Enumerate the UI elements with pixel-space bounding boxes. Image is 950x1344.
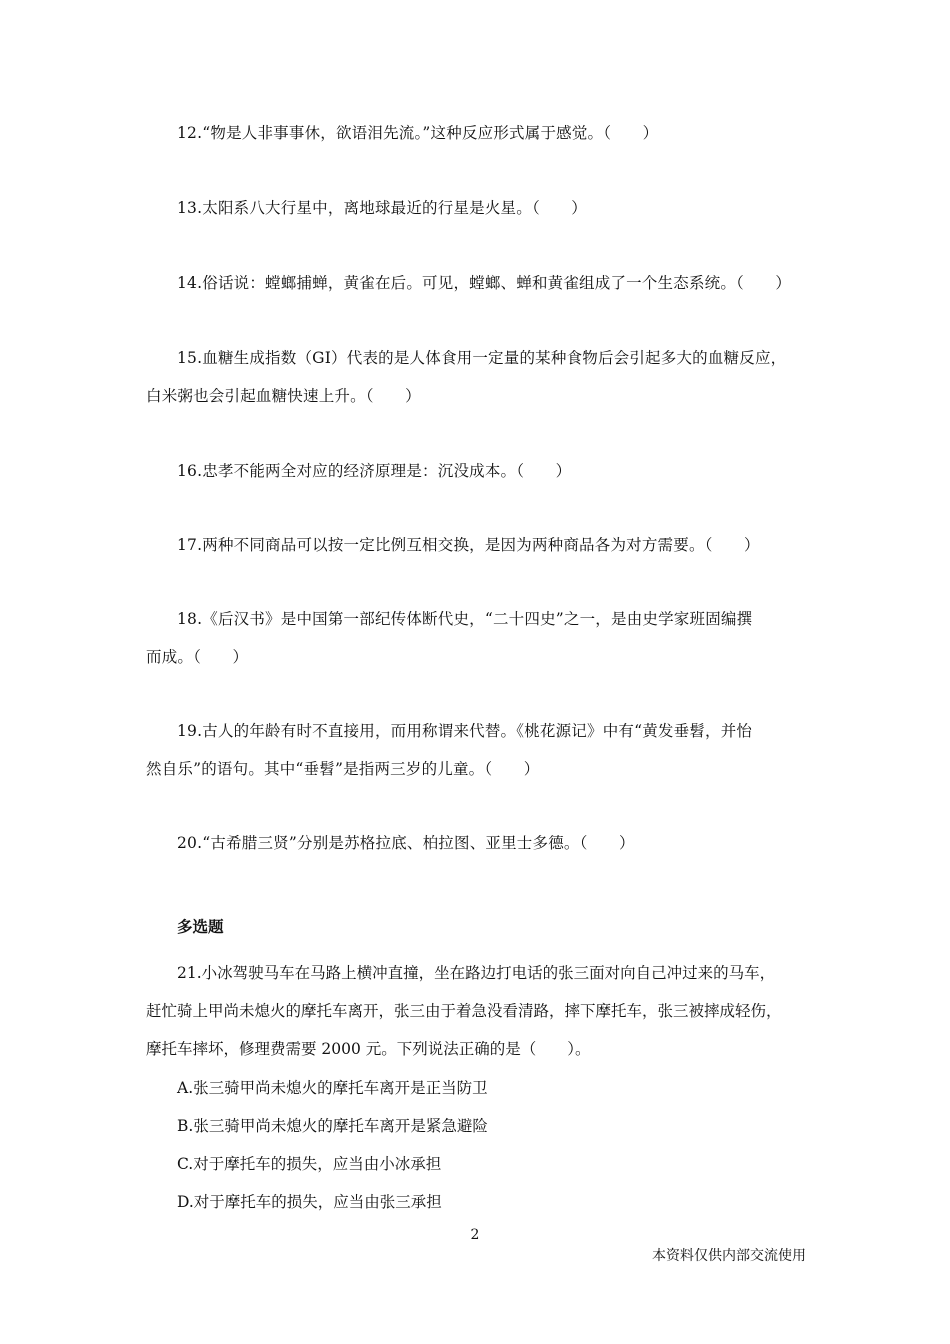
question-text-line: 16.忠孝不能两全对应的经济原理是：沉没成本。（ ） [177, 462, 572, 480]
question-14 [146, 264, 811, 302]
question-text-line: 13.太阳系八大行星中，离地球最近的行星是火星。（ ） [177, 199, 588, 217]
question-text-line: 14.俗话说：螳螂捕蝉，黄雀在后。可见，螳螂、蝉和黄雀组成了一个生态系统。（ ） [177, 274, 792, 292]
question-text-line: 而成。（ ） [146, 648, 249, 666]
question-stem-line: 摩托车摔坏，修理费需要 2000 元。下列说法正确的是（ ）。 [146, 1040, 591, 1058]
option-b: B.张三骑甲尚未熄火的摩托车离开是紧急避险 [177, 1117, 488, 1135]
question-13 [146, 189, 811, 227]
question-text-line: 然自乐”的语句。其中“垂髫”是指两三岁的儿童。（ ） [146, 760, 540, 778]
option-c: C.对于摩托车的损失，应当由小冰承担 [177, 1155, 442, 1173]
question-15 [146, 339, 811, 415]
question-21-options [177, 1069, 488, 1221]
question-17 [146, 526, 811, 564]
option-a: A.张三骑甲尚未熄火的摩托车离开是正当防卫 [177, 1079, 488, 1097]
question-stem-line: 赶忙骑上甲尚未熄火的摩托车离开，张三由于着急没看清路，摔下摩托车，张三被摔成轻伤， [146, 1002, 782, 1020]
question-16 [146, 452, 811, 490]
question-19 [146, 712, 811, 788]
section-heading-multiple-choice: 多选题 [177, 918, 224, 936]
question-12 [146, 114, 811, 152]
question-text-line: 18.《后汉书》是中国第一部纪传体断代史，“二十四史”之一，是由史学家班固编撰 [177, 610, 753, 628]
question-text-line: 15.血糖生成指数（GI）代表的是人体食用一定量的某种食物后会引起多大的血糖反应， [177, 349, 787, 367]
question-text-line: 白米粥也会引起血糖快速上升。（ ） [146, 387, 421, 405]
question-21-stem [146, 954, 811, 1068]
footer-note: 本资料仅供内部交流使用 [652, 1248, 806, 1264]
question-text-line: 17.两种不同商品可以按一定比例互相交换，是因为两种商品各为对方需要。（ ） [177, 536, 760, 554]
page-number: 2 [470, 1227, 480, 1243]
question-20 [146, 824, 811, 862]
question-text-line: 12.“物是人非事事休，欲语泪先流。”这种反应形式属于感觉。（ ） [177, 124, 659, 142]
question-text-line: 20.“古希腊三贤”分别是苏格拉底、柏拉图、亚里士多德。（ ） [177, 834, 635, 852]
question-stem-line: 21.小冰驾驶马车在马路上横冲直撞，坐在路边打电话的张三面对向自己冲过来的马车， [177, 964, 776, 982]
question-text-line: 19.古人的年龄有时不直接用，而用称谓来代替。《桃花源记》中有“黄发垂髫，并怡 [177, 722, 753, 740]
option-d: D.对于摩托车的损失，应当由张三承担 [177, 1193, 442, 1211]
question-18 [146, 600, 811, 676]
